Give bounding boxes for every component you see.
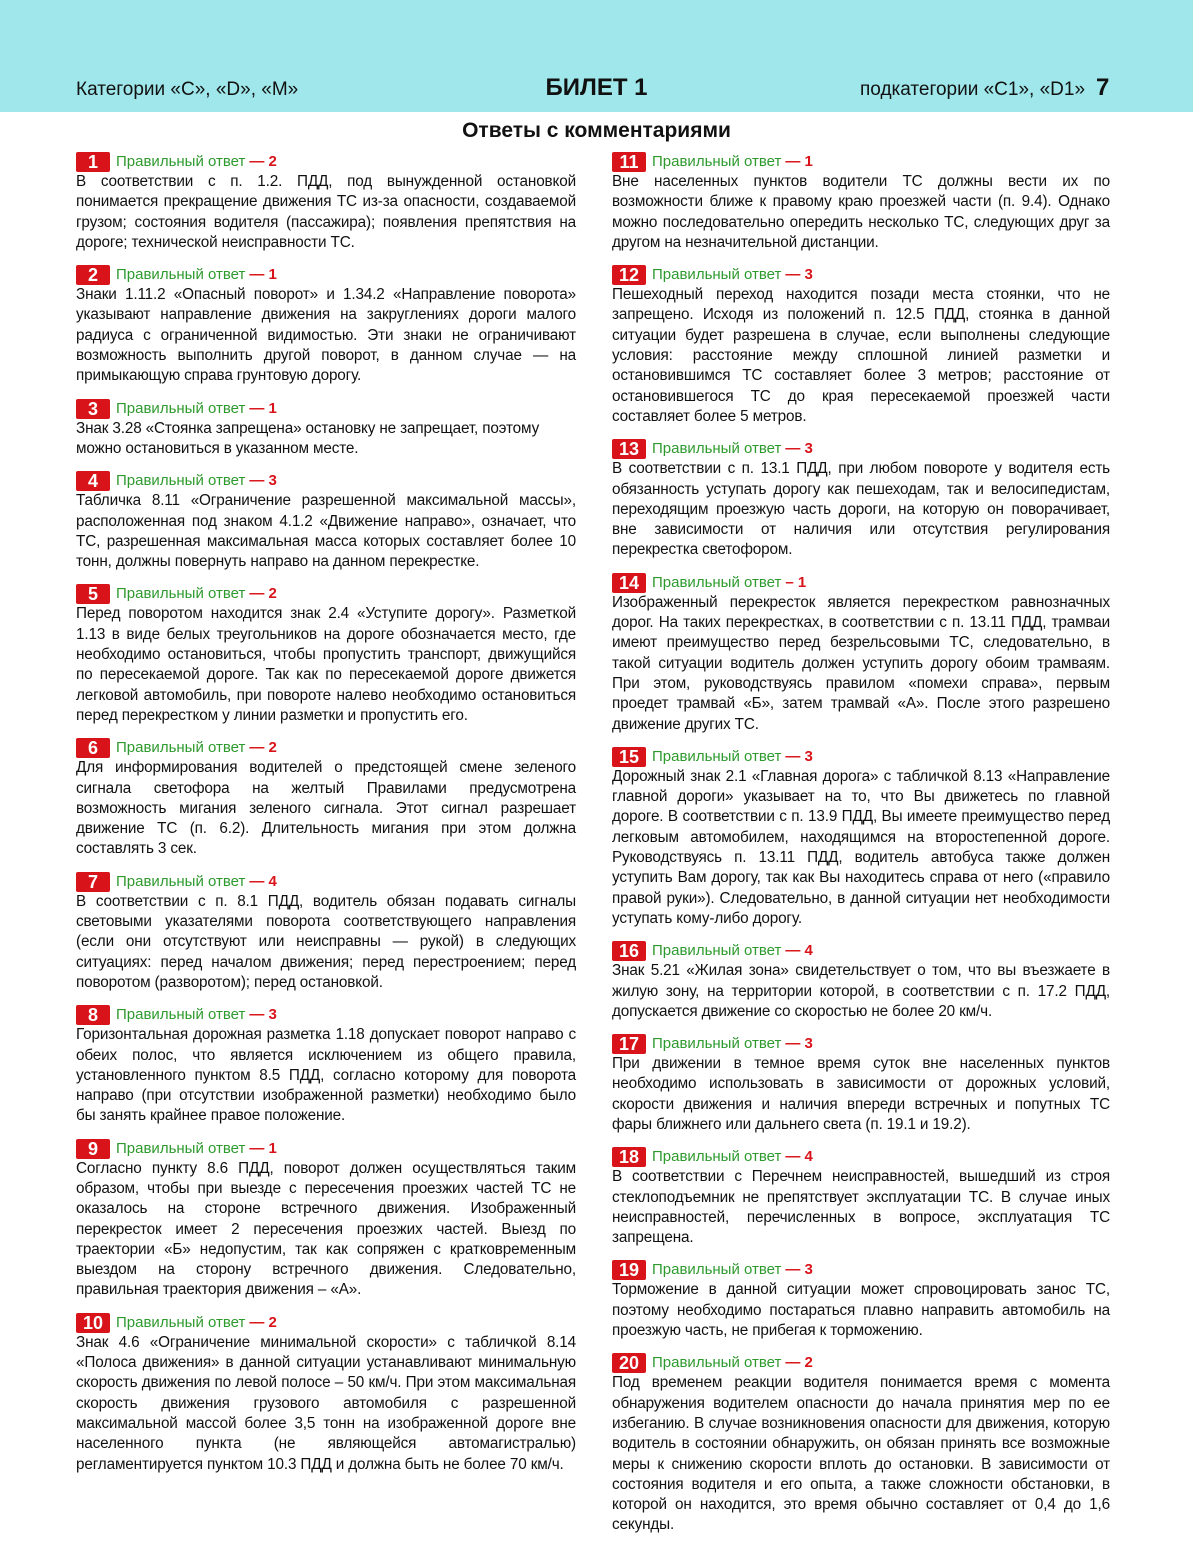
header-ticket-title: БИЛЕТ 1 — [545, 74, 648, 101]
answer-block — [612, 747, 1110, 929]
answer-label: Правильный ответ — [116, 399, 246, 417]
answer-label: Правильный ответ — [652, 573, 782, 591]
answer-label: Правильный ответ — [116, 153, 246, 170]
answer-value: — 3 — [785, 266, 813, 284]
answer-comment: Вне населенных пунктов водители ТС должны вести их по возможности ближе к правому краю проезжей части (п. 9.4). Однако можно последовательно опередить несколько ТС, следующих друг за другом на незначительной дистанции. — [612, 173, 1110, 251]
answer-block — [612, 1147, 1110, 1248]
answer-value: — 4 — [785, 942, 813, 960]
header-subcategories: подкатегории «С1», «D1» — [860, 79, 1086, 100]
answer-comment: Согласно пункту 8.6 ПДД, поворот должен осуществляться таким образом, чтобы при выезде с пересечения проезжих частей ТС не оказалось на стороне встречного движения. Изображенный перекресток имеет 2 пересечения проезжих частей. Выезд по траектории «Б» недопустим, так как сопряжен с кратковременным выездом на сторону встречного движения. Следовательно, правильная траектория движения – «А». — [76, 1159, 576, 1299]
answer-value: — 4 — [249, 872, 277, 890]
answer-block — [76, 1313, 576, 1475]
answer-block — [76, 1139, 576, 1301]
answer-block — [612, 941, 1110, 1022]
answer-comment: Знаки 1.11.2 «Опасный поворот» и 1.34.2 «Направление поворота» указывают направление движения на закруглениях дороги малого радиуса с ограниченной видимостью. Эти знаки не ограничивают возможность выполнить другой поворот, в данном случае — на примыкающую справа грунтовую дорогу. — [76, 286, 576, 385]
answer-block — [76, 399, 576, 460]
answer-comment: Изображенный перекресток является перекрестком равнозначных дорог. На таких перекрестках, в соответствии с п. 13.11 ПДД, трамваи имеют преимущество перед безрельсовыми ТС, следовательно, в такой ситуации водитель должен уступить дорогу обоим трамваям. При этом, руководствуясь правилом «помехи справа», первым проедет трамвай «Б», затем трамвай «А». После этого разрешено движение других ТС. — [612, 593, 1110, 733]
section-title: Ответы с комментариями — [462, 119, 731, 142]
answer-comment: Торможение в данной ситуации может спровоцировать занос ТС, поэтому необходимо постараться плавно направить автомобиль на проезжую часть, не прибегая к торможению. — [612, 1281, 1110, 1340]
answer-comment: Горизонтальная дорожная разметка 1.18 допускает поворот направо с обеих полос, что является исключением из общего правила, установленного пунктом 8.5 ПДД, согласно которому для поворота направо (при отсутствии изображенной разметки) необходимо было бы занять крайнее правое положение. — [76, 1026, 576, 1125]
answer-number-badge: 15 — [612, 747, 646, 767]
answer-comment: Под временем реакции водителя понимается время с момента обнаружения водителем опасности до начала принятия мер по ее избеганию. В случае возникновения опасности для движения, которую водитель в состоянии обнаружить, он обязан принять все возможные меры к снижению скорости вплоть до остановки. В зависимости от состояния водителя и его опыта, а также сложности обстановки, в которой он находится, это время обычно составляет от 0,4 до 1,6 секунды. — [612, 1374, 1110, 1534]
answers-column-right — [612, 151, 1110, 1536]
answer-value: — 3 — [785, 747, 813, 765]
answer-block — [76, 265, 576, 386]
answer-value: — 2 — [249, 1313, 277, 1331]
answer-number-badge: 18 — [612, 1147, 646, 1167]
answer-number-badge: 4 — [76, 471, 110, 491]
answer-comment: В соответствии с п. 1.2. ПДД, под вынужденной остановкой понимается прекращение движения ТС из-за опасности, создаваемой грузом; состояния водителя (пассажира); появления препятствия на дороге; технической неисправности ТС. — [76, 173, 576, 251]
answer-number-badge: 5 — [76, 584, 110, 604]
answer-value: — 3 — [785, 440, 813, 458]
answer-comment: Знак 4.6 «Ограничение минимальной скорости» с табличкой 8.14 «Полоса движения» в данной ситуации устанавливают минимальную скорость движения по левой полосе – 50 км/ч. При этом максимальная скорость движения грузового автомобиля с разрешенной максимальной массой более 3,5 тонн на изображенной дороге вне населенного пункта (не являющейся автомагистралью) регламентируется пунктом 10.3 ПДД и должна быть не более 70 км/ч. — [76, 1333, 576, 1473]
answer-label: Правильный ответ — [116, 1313, 246, 1331]
answer-value: — 2 — [249, 739, 277, 757]
answer-block — [76, 584, 576, 726]
answer-number-badge: 16 — [612, 941, 646, 961]
answer-value: — 2 — [785, 1354, 813, 1372]
header-categories: Категории «С», «D», «М» — [76, 79, 299, 100]
answer-value: — 3 — [785, 1261, 813, 1279]
answer-value: — 1 — [249, 1139, 277, 1157]
answer-value: — 3 — [249, 472, 277, 490]
answer-label: Правильный ответ — [116, 1139, 246, 1157]
answer-number-badge: 13 — [612, 439, 646, 459]
answer-comment: Знак 5.21 «Жилая зона» свидетельствует о том, что вы въезжаете в жилую зону, на территории которой, в соответствии с п. 17.2 ПДД, допускается движение со скоростью не более 20 км/ч. — [612, 962, 1110, 1020]
answer-comment: Табличка 8.11 «Ограничение разрешенной максимальной массы», расположенная под знаком 4.1.2 «Движение направо», означает, что ТС, разрешенная максимальная масса которых составляет более 10 тонн, должны повернуть направо на данном перекрестке. — [76, 492, 576, 571]
answer-label: Правильный ответ — [652, 942, 782, 960]
answer-label: Правильный ответ — [116, 585, 246, 603]
answer-block — [612, 573, 1110, 735]
answer-label: Правильный ответ — [652, 153, 782, 170]
answer-block — [76, 872, 576, 993]
answer-block — [612, 1353, 1110, 1535]
answer-number-badge: 20 — [612, 1353, 646, 1373]
answer-comment: Знак 3.28 «Стоянка запрещена» остановку не запрещает, поэтому можно остановиться в указанном месте. — [76, 419, 540, 457]
answers-column-left — [76, 151, 576, 1475]
answer-label: Правильный ответ — [652, 1261, 782, 1279]
answer-label: Правильный ответ — [116, 872, 246, 890]
answer-comment: Для информирования водителей о предстоящей смене зеленого сигнала светофора на желтый Правилами предусмотрена возможность мигания зеленого сигнала. Этот сигнал разрешает движение ТС (п. 6.2). Длительность мигания при этом должна составлять 3 сек. — [76, 759, 576, 858]
answer-comment: Пешеходный переход находится позади места стоянки, что не запрещено. Исходя из положений п. 12.5 ПДД, стоянка в данной ситуации будет разрешена в случае, если выполнены следующие условия: расстояние между сплошной линией разметки и остановившимся ТС составляет более 3 метров; расстояние от остановившегося ТС до края пересекаемой проезжей части составляет более 5 метров. — [612, 286, 1110, 425]
answer-block — [612, 152, 1110, 253]
answer-value: — 4 — [785, 1148, 813, 1166]
answer-block — [76, 471, 576, 572]
answer-value: — 2 — [249, 585, 277, 603]
answer-label: Правильный ответ — [116, 266, 246, 284]
answer-comment: При движении в темное время суток вне населенных пунктов необходимо использовать в зависимости от дорожных условий, скорости движения и наличия впереди встречных и попутных ТС фары ближнего или дальнего света (п. 19.1 и 19.2). — [612, 1055, 1110, 1133]
answer-number-badge: 10 — [76, 1313, 110, 1333]
answer-value: – 1 — [785, 573, 807, 591]
answer-comment: В соответствии с Перечнем неисправностей, вышедший из строя стеклоподъемник не препятствует эксплуатации ТС. В случае иных неисправностей, перечисленных в вопросе, эксплуатация ТС запрещена. — [612, 1168, 1110, 1247]
answer-label: Правильный ответ — [652, 1148, 782, 1166]
answer-number-badge: 17 — [612, 1034, 646, 1054]
answer-value: — 1 — [249, 399, 277, 417]
answer-block — [76, 738, 576, 859]
answer-number-badge: 9 — [76, 1139, 110, 1159]
answer-value: — 1 — [249, 266, 277, 284]
answer-value: — 2 — [249, 153, 277, 170]
answer-block — [612, 1034, 1110, 1135]
answer-block — [612, 439, 1110, 560]
answer-block — [76, 1005, 576, 1126]
answer-label: Правильный ответ — [116, 739, 246, 757]
answer-comment: В соответствии с п. 8.1 ПДД, водитель обязан подавать сигналы световыми указателями поворота соответствующего направления (если они отсутствуют или неисправны — рукой) в следующих ситуациях: перед началом движения; перед перестроением; перед поворотом (разворотом); перед остановкой. — [76, 892, 576, 991]
answer-value: — 3 — [785, 1035, 813, 1053]
answer-label: Правильный ответ — [652, 440, 782, 458]
answer-number-badge: 11 — [612, 152, 646, 172]
answer-label: Правильный ответ — [116, 1006, 246, 1024]
answer-block — [612, 1260, 1110, 1341]
answer-label: Правильный ответ — [116, 472, 246, 490]
answer-comment: В соответствии с п. 13.1 ПДД, при любом повороте у водителя есть обязанность уступать дорогу как пешеходам, так и велосипедистам, переходящим проезжую часть дороги, на которую он поворачивает, вне зависимости от наличия или отсутствия регулирования перекрестка светофором. — [612, 460, 1110, 559]
answer-number-badge: 7 — [76, 872, 110, 892]
answer-value: — 1 — [785, 153, 813, 170]
answer-block — [76, 152, 576, 253]
answer-number-badge: 19 — [612, 1260, 646, 1280]
answer-number-badge: 8 — [76, 1005, 110, 1025]
answer-comment: Дорожный знак 2.1 «Главная дорога» с табличкой 8.13 «Направление главной дороги» указывает на то, что Вы движетесь по главной дороге. В соответствии с п. 13.9 ПДД, Вы имеете преимущество перед легковым автомобилем, находящимся на второстепенной дороге. Руководствуясь п. 13.11 ПДД, водитель автобуса также должен уступить Вам дорогу, так как Вы находитесь справа от него («правило правой руки»). Следовательно, в данной ситуации нет необходимости уступать кому-либо дорогу. — [612, 767, 1110, 927]
answer-block — [612, 265, 1110, 427]
answer-number-badge: 3 — [76, 399, 110, 419]
page-number: 7 — [1096, 74, 1110, 101]
page-header — [0, 0, 1193, 112]
answer-number-badge: 1 — [76, 152, 110, 172]
answer-value: — 3 — [249, 1006, 277, 1024]
answer-label: Правильный ответ — [652, 1354, 782, 1372]
answer-number-badge: 14 — [612, 573, 646, 593]
answer-label: Правильный ответ — [652, 747, 782, 765]
answer-number-badge: 12 — [612, 265, 646, 285]
answer-comment: Перед поворотом находится знак 2.4 «Уступите дорогу». Разметкой 1.13 в виде белых треугольников на дороге обозначается место, где необходимо остановиться, чтобы пропустить транспорт, движущийся по пересекаемой дороге. Так как по пересекаемой дороге движется легковой автомобиль, при повороте налево необходимо остановиться перед перекрестком у линии разметки и пропустить его. — [76, 605, 576, 724]
answer-number-badge: 6 — [76, 738, 110, 758]
answer-label: Правильный ответ — [652, 266, 782, 284]
answer-number-badge: 2 — [76, 265, 110, 285]
answer-label: Правильный ответ — [652, 1035, 782, 1053]
